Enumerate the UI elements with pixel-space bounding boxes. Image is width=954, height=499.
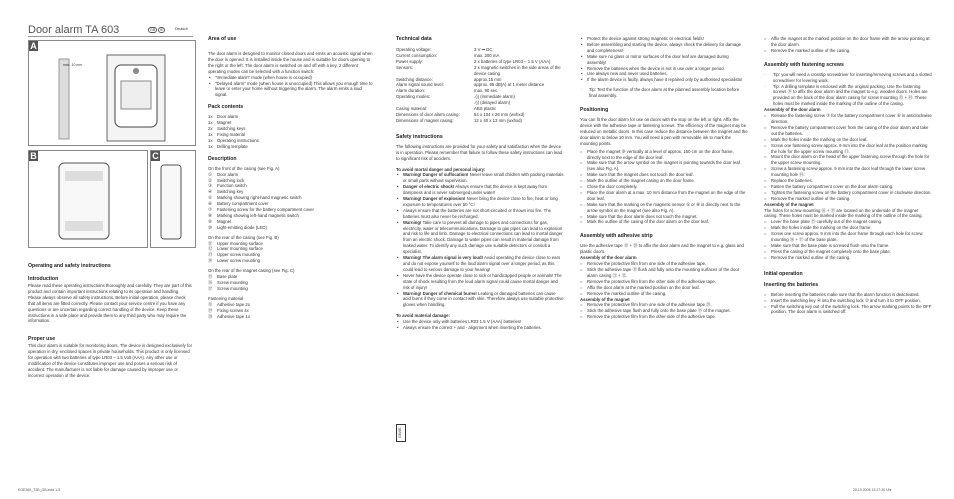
lang-badge-ie: IE — [160, 28, 164, 32]
magnet-rear-illustration — [151, 151, 195, 247]
list-item: ○ Screw a fastening screw approx. 9 mm into the door leaf through the lower screw mounting hole ⑭. — [764, 166, 932, 178]
subheading-door-alarm: Assembly of the door alarm — [580, 255, 637, 261]
list-item: ⑪ Upper mounting surface — [208, 240, 263, 246]
column-5 — [764, 36, 932, 315]
table-row: Casing material: ABS plastic — [396, 106, 496, 112]
tip-icon: ☞ — [764, 83, 768, 89]
list-item: ⑨ Magnet — [208, 218, 232, 224]
list-item: • Before assembling and starting the device, always check the delivery for damage and completeness! — [580, 42, 748, 54]
table-row: Switching distance: approx.15 mm — [396, 76, 502, 82]
side-language-tab: GB/IE — [396, 424, 406, 442]
heading-description: Description — [208, 155, 237, 162]
list-item: • Remove the batteries when the device is not in use over a longer period. — [580, 66, 748, 72]
list-item: ○ Remove the battery compartment cover from the casing of the door alarm and take out the batteries. — [764, 125, 932, 137]
heading-positioning: Positioning — [580, 107, 609, 114]
table-row: ♪)) (delayed alarm) — [474, 100, 511, 106]
list-item: • Always ensure the correct + and - alignment when inserting the batteries. — [396, 325, 564, 331]
list-item: ○ Tighten the fastening screw on the battery compartment cover in clockwise direction. — [764, 190, 932, 196]
door-alarm-illustration — [29, 41, 195, 145]
heading-initial-operation: Initial operation — [764, 270, 803, 277]
list-item: ○ Make sure that the marking on the magnetic sensor ⑤ or ⑧ is directly next to the arrow symbol on the magnet (see also Fig. A). — [580, 202, 748, 214]
list-item: • Warning! Danger of chemical burns! Leaking or damaged batteries can cause acid burns if they come in contact with skin. Therefore always use suitable protective gloves when handling. — [396, 291, 564, 309]
list-item: ⑩ Light-emitting diode (LED) — [208, 224, 267, 230]
list-item: ○ Mount the door alarm on the head of the upper fastening screw through the hole for the upper screw mounting. — [764, 154, 932, 166]
list-item: • Warning! Danger of suffocation! Never leave small children with packing materials or small parts without supervision. — [396, 172, 564, 184]
proper-use-text: This door alarm is suitable for monitoring doors. The device is designed exclusively for operation in dry, enclosed spaces in private households. This product is only licensed for operation with two batteries of type LR03 – 1.5 Volt (AAA). Any other use or modification of the device constitutes improper use and poses a serious risk of accident. The manufacturer is not liable for damage caused by improper use or incorrect operation of the device. — [28, 343, 192, 378]
subheading-magnet: Assembly of the magnet — [580, 296, 630, 302]
table-row: Power supply: 2 x batteries of type LR03 – 1.5 V (AAA) — [396, 58, 551, 64]
list-item: ○ Lever the base plate ⑮ carefully out of the magnet casing. — [764, 219, 932, 225]
heading-screws: Assembly with fastening screws — [764, 61, 844, 68]
figure-b — [28, 150, 148, 248]
list-item: ○ Screw one fastening screw approx. 9 mm into the door leaf at the position marking the hole for the upper screw mounting ⑬. — [764, 143, 932, 155]
subheading-magnet: Assembly of the magnet — [764, 201, 814, 207]
damage-list — [396, 319, 564, 331]
mode-item: • "Delayed alarm" mode (when house is unoccupied) This allows you enough time to leave or enter your home without triggering the alarm. The alarm emits a loud signal. — [208, 81, 373, 99]
list-item: ○ Remove the marked outline of the casing. — [580, 291, 748, 297]
list-item: ⑱ Adhesive tape 2x — [208, 301, 250, 307]
table-row: Current consumption: max. 200 mA — [396, 52, 500, 58]
heading-introduction: Introduction — [28, 276, 59, 282]
list-item: • Use always new and never used batteries. — [580, 71, 748, 77]
list-item: ○ Place the magnet ⑨ vertically at a level of approx. 150 cm on the door frame, directly next to the edge of the door leaf. — [580, 149, 748, 161]
list-item: • If the alarm device is faulty, always have it repaired only by authorised specialists! — [580, 77, 748, 83]
adhesive-steps-magnet — [580, 302, 748, 320]
list-item: ⑳ Adhesive tape 1x — [208, 313, 250, 319]
safety-intro: The following instructions are provided for your safety and satisfaction when the device is in operation. Please remember that failure to follow these safety instructions can lead to significant risk of accident. — [396, 143, 562, 161]
list-item: 1x Drilling template — [208, 143, 248, 149]
bullet-list — [580, 36, 748, 83]
heading-avoid: To avoid mortal danger and personal injury: — [396, 166, 486, 172]
avoid-list — [396, 172, 564, 308]
tip-text: Tip: Test the function of the door alarm at the planned assembly location before final assembly. — [589, 87, 740, 99]
rear-list — [208, 241, 373, 265]
list-item: ○ Affix the door alarm at the marked position on the door leaf. — [580, 285, 748, 291]
table-row: Alarm duration: max. 90 sec. — [396, 88, 499, 94]
table-row: Alarm signal sound level: approx. 95 dB(A) at 1 meter distance — [396, 82, 545, 88]
list-item: ○ Make sure that the arrow symbol on the magnet is pointing towards the door leaf (see also Fig. A). — [580, 160, 748, 172]
list-item: ○ Insert the switching key ④ into the switching lock ② and turn it to OFF position. — [764, 298, 932, 304]
modes-list — [208, 75, 373, 99]
list-item: ⑬ Upper screw mounting — [208, 252, 260, 258]
list-item: ⑦ Fastening screw for the battery compartment cover — [208, 207, 314, 213]
battery-steps — [764, 292, 932, 316]
list-item: ⑲ Fixing screws 4x — [208, 307, 249, 313]
list-item: ⑧ Marking showing left-hand magnetic switch — [208, 212, 299, 218]
list-item: ○ Remove the marked outline of the casing. — [764, 255, 932, 261]
positioning-steps — [580, 149, 748, 226]
screw-steps-alarm — [764, 113, 932, 202]
list-item: ○ Make sure that the door alarm does not touch the magnet. — [580, 214, 748, 220]
list-item: • Use the device only with batteries LR03 1.5 V (AAA) batteries! — [396, 319, 564, 325]
adhesive-intro: Use the adhesive tape ⑱ + ⑳ to affix the door alarm and the magnet to e.g. glass and plastic doors. — [580, 243, 744, 255]
fix-list — [208, 302, 373, 320]
list-item: ○ Screw one screw approx. 9 mm into the door frame through each hole for screw mounting ⑯ + ⑰ of the base plate. — [764, 231, 932, 243]
door-alarm-rear-illustration — [29, 151, 147, 247]
front-list — [208, 172, 373, 231]
front-intro: On the front of the casing (see Fig. A) — [208, 165, 280, 171]
figure-a — [28, 40, 196, 146]
list-item: ○ Remove the marked outline of the casing. — [764, 48, 932, 54]
list-item: ○ Mark the outline of the magnet casing on the door frame. — [580, 178, 748, 184]
list-item: ⑯ Screw mounting — [208, 280, 248, 285]
area-text: The door alarm is designed to monitor closed doors and emits an acoustic signal when the door is opened. It is installed inside the house and is suitable for doors opening to the right or the left. The door alarm is switched on and off with a key. 2 different operating modes can be selected with a function switch: — [208, 51, 373, 74]
mode-item: • "Immediate alarm" mode (when house is occupied) — [208, 75, 373, 81]
list-item: ○ Stick the adhesive tape ⑱ flush and fully onto the mounting surfaces of the door alarm casing ⑪ + ⑫. — [580, 267, 748, 279]
list-item: 1x Fixing material — [208, 131, 245, 137]
table-row: Sensors: 2 x magnetic switches in the side areas of the device casing — [396, 64, 561, 76]
tech-table — [396, 47, 564, 124]
heading-proper-use: Proper use — [28, 336, 56, 343]
list-item: ○ Remove the protective film from the other side of the adhesive tape. — [580, 279, 748, 285]
list-item: • Warning! Danger of explosion! Never bring the device close to fire, heat or long exposure to temperatures over 50 °C! — [396, 196, 564, 208]
heading-adhesive: Assembly with adhesive strip — [580, 233, 653, 240]
tip-icon: ☞ — [764, 71, 768, 77]
list-item: ⑫ Lower mounting surface — [208, 246, 263, 252]
list-item: • Always ensure that the batteries are not short-circuited or thrown into fire. The batteries must also never be recharged. — [396, 208, 564, 220]
list-item: ○ Mark the holes inside the marking on the door frame. — [764, 225, 932, 231]
ruler-label: max. 10 mm — [63, 63, 83, 67]
list-item: ○ Remove the protective film from one side of the adhesive tape ⑳. — [580, 302, 748, 308]
table-row: Dimensions of magnet casing: 12 x 40 x 13 mm (wxhxd) — [396, 117, 522, 123]
column-4 — [580, 36, 748, 320]
list-item: • Make sure no glass or mirror surfaces of the door leaf are damaged during assembly! — [580, 54, 748, 66]
list-item: ② Switching lock — [208, 177, 245, 183]
list-item: ○ Remove the protective film from the other side of the adhesive tape. — [580, 314, 748, 320]
heading-damage: To avoid material damage: — [396, 313, 450, 319]
heading-safety: Safety instructions — [396, 133, 443, 140]
adhesive-steps-alarm — [580, 261, 748, 296]
magnet-intro: The holes for screw mounting ⑯ + ⑰ are located on the underside of the magnet casing. These holes must be marked inside the marking of the outline of the casing. — [764, 207, 923, 219]
list-item: ⑮ Base plate — [208, 274, 238, 280]
fix-intro: Fastening material — [208, 295, 244, 301]
plate-list — [208, 274, 373, 292]
pack-list — [208, 114, 373, 149]
list-item: ○ Release the fastening screw ⑦ for the battery compartment cover ⑥ in anticlockwise direction. — [764, 113, 932, 125]
heading-batteries: Inserting the batteries — [764, 281, 819, 288]
column-2 — [208, 36, 373, 319]
list-item: ④ Switching key — [208, 189, 244, 195]
list-item: ○ Fasten the battery compartment cover on the door alarm casing. — [764, 184, 932, 190]
tip-block — [764, 84, 932, 108]
list-item: ○ Press the casing of the magnet completely onto the base plate. — [764, 249, 932, 255]
list-item: 1x Magnet — [208, 120, 232, 126]
language-label: Deutsch — [175, 27, 188, 31]
heading-pack: Pack contents — [208, 104, 244, 111]
heading-area: Area of use — [208, 36, 237, 42]
figure-a-label: A — [30, 41, 37, 51]
screw-steps-magnet — [764, 219, 932, 260]
list-item: ○ Pull the switching key out of the switching lock. The arrow marking points to the OFF position. The door alarm is switched off. — [764, 304, 932, 316]
tip-block — [764, 72, 932, 84]
table-row: Dimensions of door alarm casing: 54 x 104 x 26 mm (wxhxd) — [396, 111, 525, 117]
list-item: ○ Mark the holes inside the marking on the door leaf. — [764, 137, 932, 143]
tip-text: Tip: you will need a crosstip screwdriver for inserting/removing screws and a slotted screwdriver for levering work. — [773, 71, 932, 83]
tip-text: Tip: A drilling template is enclosed with the original packing. Use the fastening screws ⑲ to affix the door alarm and the magnet to e.g. wooden doors. Holes are provided on the back of the door alarm casing for screw mounting ⑬ + ⑭. These holes must be marked inside the marking of the outline of the casing. — [773, 83, 928, 107]
list-item: ○ Remove the protective film from one side of the adhesive tape. — [580, 261, 748, 267]
list-item: ○ Mark the outline of the casing of the door alarm on the door leaf. — [580, 219, 748, 225]
list-item: ○ Affix the magnet at the marked position on the door frame with the arrow pointing at the door alarm. — [764, 36, 932, 48]
list-item: ○ Stick the adhesive tape flush and fully onto the base plate ⑮ of the magnet. — [580, 308, 748, 314]
plate-intro: On the rear of the magnet casing (see Fig. C) — [208, 268, 295, 274]
list-item: ○ Make sure that the magnet does not touch the door leaf. — [580, 172, 748, 178]
list-item: • Never have the device operate close to sick or handicapped people or animals! The state of shock resulting from the loud alarm signal could cause mortal danger and risk of injury! — [396, 273, 564, 291]
intro-text: Please read these operating instructions thoroughly and carefully. They are part of this product and contain important instructions relating to its operation and handling. Please always observe all safety instructions. Before initial operation, please check that all items are fitted correctly. Please contact your service centre if you have any questions or are uncertain regarding correct handling of the device. Keep these instructions in a safe place and provide them to any third party who may require the information. — [28, 283, 192, 324]
figure-b-label: B — [30, 151, 37, 161]
list-item: ⑥ Battery compartment cover — [208, 201, 269, 207]
list-item: 2x Switching keys — [208, 126, 246, 132]
tip-icon: ☞ — [580, 87, 584, 93]
list-item: ① Door alarm — [208, 171, 239, 177]
column-3 — [396, 36, 564, 331]
list-item: 1x Operating instructions — [208, 137, 259, 143]
heading-technical: Technical data — [396, 36, 432, 42]
table-row: Operating voltage: 3 V ⎓ DC — [396, 47, 493, 52]
rear-intro: On the rear of the casing (see Fig. B) — [208, 234, 279, 240]
figure-c — [150, 150, 196, 248]
list-item: ⑭ Lower screw mounting — [208, 258, 260, 264]
list-item: ○ Before inserting the batteries make sure that the alarm function is deactivated. — [764, 292, 932, 298]
heading-operating: Operating and safety instructions — [28, 263, 111, 269]
subheading-door-alarm: Assembly of the door alarm — [764, 107, 821, 113]
list-item: • Protect the device against strong magnetic or electrical fields! — [580, 36, 748, 42]
footer-file: KOE360_T3B_GB.indd 1-5 — [18, 488, 61, 492]
figure-c-label: C — [152, 151, 159, 161]
list-item: • Warning! Take care to prevent all damage to pipes and connections for gas, electricity, water or telecommunications. Damage to gas pipes can lead to explosion and risk to life and limb. Damage to electrical connections can lead to mortal danger from an electric shock. Damage to water pipes can result in material damage from leaked water. To identify any such damage use suitable detectors or consult a specialist. — [396, 220, 564, 255]
page-title: Door alarm TA 603 — [28, 24, 120, 36]
list-item: ③ Function switch — [208, 183, 247, 189]
list-item: ○ Place the door alarm at a max. 10 mm distance from the magnet on the edge of the door leaf. — [580, 190, 748, 202]
list-item: • Danger of electric shock! Always ensure that the device is kept away from dampness and is never submerged under water! — [396, 184, 564, 196]
list-item: ⑰ Screw mounting — [208, 285, 248, 291]
list-item: ○ Remove the marked outline of the casing. — [764, 196, 932, 202]
list-item: ○ Close the door completely. — [580, 184, 748, 190]
magnet-final-steps — [764, 36, 932, 54]
tip-block — [580, 87, 748, 99]
positioning-text: You can fit the door alarm for use on doors with the stop on the left or right. Affix the device with the adhesive tape or fastening screws. The efficiency of the magnet may be reduced on metallic doors. In this case reduce the distance between the magnet and the door alarm to below 10 mm. You will need a pen with removable ink to mark the mounting points. — [580, 117, 748, 146]
list-item: ○ Replace the batteries. — [764, 178, 932, 184]
table-row: Operating modes: ♪)) (immediate alarm) — [396, 94, 515, 100]
footer-timestamp: 25.10.2005 13:27:20 Uhr — [853, 488, 892, 492]
column-1 — [28, 263, 193, 379]
list-item: ○ Make sure that the base plate is screwed flush onto the frame. — [764, 243, 932, 249]
list-item: ⑤ Marking showing right-hand magnetic switch — [208, 195, 302, 201]
list-item: 1x Door alarm — [208, 114, 239, 120]
list-item: • Warning! The alarm signal is very loud! Avoid operating the device close to ears and do not expose yourself to the loud alarm signal over a longer period, as this could lead to serious damage to your hearing! — [396, 255, 564, 273]
lang-badge-gb: GB — [150, 28, 156, 32]
